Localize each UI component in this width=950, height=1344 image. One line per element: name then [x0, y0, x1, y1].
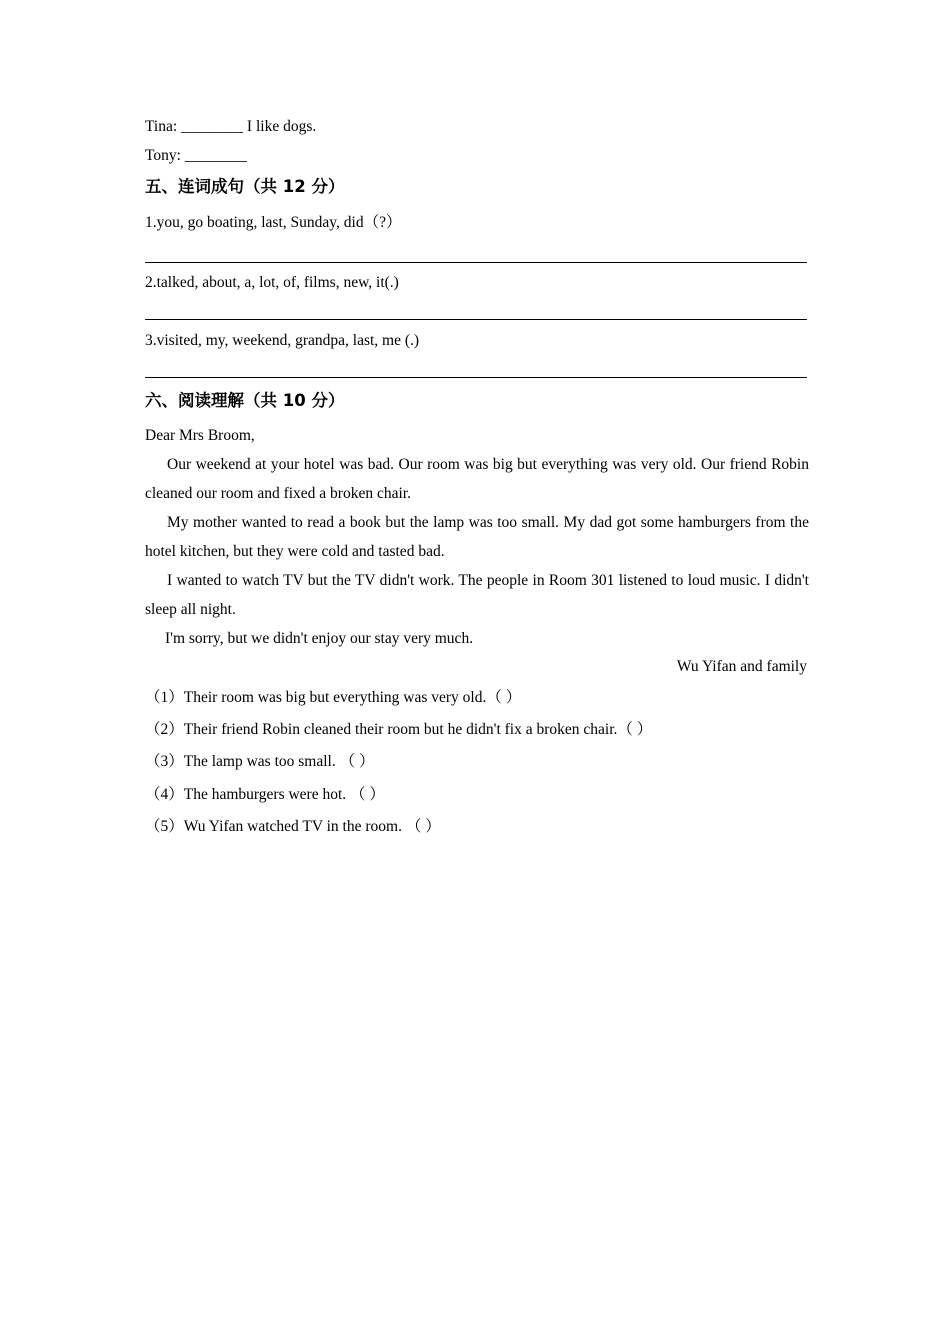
letter-paragraph-3: I wanted to watch TV but the TV didn't work. The people in Room 301 listened to loud music. I didn't sleep all night.: [145, 572, 809, 618]
letter-signature: Wu Yifan and family: [676, 658, 807, 675]
question-5: （5）Wu Yifan watched TV in the room. （ ）: [145, 818, 441, 835]
sentence-item-2: 2.talked, about, a, lot, of, films, new, it(.): [145, 274, 399, 291]
sentence-item-1: 1.you, go boating, last, Sunday, did（?）: [145, 214, 402, 231]
answer-line-1: [145, 262, 807, 263]
dialogue-tina-line: Tina: ________ I like dogs.: [145, 118, 317, 135]
letter-paragraph-1: Our weekend at your hotel was bad. Our room was big but everything was very old. Our friend Robin cleaned our room and fixed a broken chair.: [145, 456, 809, 502]
sentence-item-3: 3.visited, my, weekend, grandpa, last, me (.): [145, 332, 420, 349]
letter-paragraph-4: I'm sorry, but we didn't enjoy our stay very much.: [165, 630, 474, 647]
question-3: （3）The lamp was too small. （ ）: [145, 753, 375, 770]
answer-line-2: [145, 319, 807, 320]
question-1: （1）Their room was big but everything was very old.（ ）: [145, 689, 522, 706]
section-6-title: 六、阅读理解（共 10 分）: [145, 391, 345, 410]
dialogue-tony-line: Tony: ________: [145, 147, 247, 164]
section-5-title: 五、连词成句（共 12 分）: [145, 177, 345, 196]
letter-greeting: Dear Mrs Broom,: [145, 427, 255, 444]
answer-line-3: [145, 377, 807, 378]
question-4: （4）The hamburgers were hot. （ ）: [145, 786, 385, 803]
question-2: （2）Their friend Robin cleaned their room but he didn't fix a broken chair.（ ）: [145, 721, 653, 738]
letter-paragraph-2: My mother wanted to read a book but the lamp was too small. My dad got some hamburgers from the hotel kitchen, but they were cold and tasted bad.: [145, 514, 809, 560]
